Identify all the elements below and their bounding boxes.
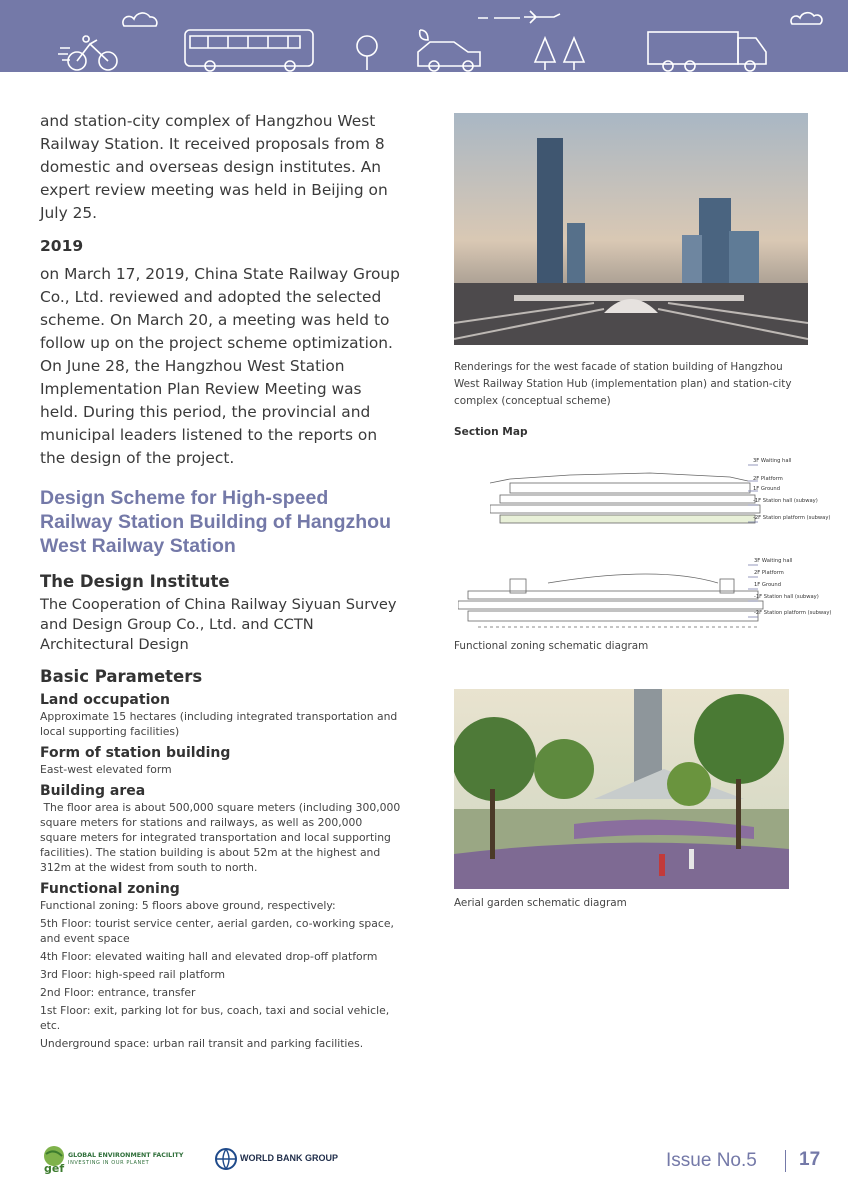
diagram-top-label: -2F Station platform (subway) (753, 515, 831, 521)
gef-logo (40, 1144, 200, 1180)
params-title: Basic Parameters (40, 667, 203, 686)
param-title-form: Form of station building (40, 745, 231, 761)
cloud-icon (791, 13, 822, 24)
gef-tagline: INVESTING IN OUR PLANET (68, 1160, 150, 1166)
zoning-line: 1st Floor: exit, parking lot for bus, coach, taxi and social vehicle, etc. (40, 1004, 390, 1032)
param-title-land: Land occupation (40, 692, 170, 708)
header-banner (0, 0, 848, 72)
gef-abbr: gef (44, 1162, 65, 1175)
pine-trees-icon (535, 38, 584, 70)
institute-text: The Cooperation of China Railway Siyuan Survey and Design Group Co., Ltd. and CCTN Architectural Design (40, 596, 397, 653)
car-icon (418, 30, 480, 71)
diagram-bottom-label: 3F Waiting hall (754, 558, 793, 564)
diagram-top-label: 1F Ground (753, 486, 781, 492)
aerial-garden-image (454, 689, 789, 889)
plane-icon (478, 11, 560, 23)
intro-paragraph: and station-city complex of Hangzhou West Railway Station. It received proposals from 8 domestic and overseas design institutes. An expert review meeting was held in Beijing on July 25. (40, 112, 388, 222)
caption-zoning: Functional zoning schematic diagram (454, 640, 649, 652)
caption-block-3 (454, 895, 819, 912)
diagram-top-label: -1F Station hall (subway) (753, 498, 818, 504)
caption-garden: Aerial garden schematic diagram (454, 897, 627, 909)
zoning-title: Functional zoning (40, 881, 180, 897)
truck-icon (648, 32, 766, 71)
tree-icon (357, 36, 377, 70)
diagram-top-label: 3F Waiting hall (753, 458, 792, 464)
world-bank-logo (215, 1148, 365, 1174)
station-rendering-image (454, 113, 808, 345)
institute-title: The Design Institute (40, 572, 230, 591)
diagram-bottom-label: 1F Ground (754, 582, 782, 588)
diagram-bottom-label: -2F Station platform (subway) (754, 610, 832, 616)
section-diagram-bottom (458, 555, 840, 635)
year-paragraph: on March 17, 2019, China State Railway Group Co., Ltd. reviewed and adopted the selected scheme. On March 20, a meeting was held to follow up on the project scheme optimization. On June 28, the Hangzhou West Station Implementation Plan Review Meeting was held. During this period, the provincial and municipal leaders listened to the reports on the design of the project. (40, 265, 400, 467)
zoning-line: 5th Floor: tourist service center, aerial garden, co-working space, and event space (40, 917, 394, 945)
issue-divider (785, 1150, 786, 1172)
gef-name: GLOBAL ENVIRONMENT FACILITY (68, 1152, 184, 1159)
footer-logos (40, 1140, 360, 1180)
diagram-top-label: 2F Platform (753, 476, 783, 482)
section-map-label: Section Map (454, 426, 528, 438)
diagram-bottom-label: 2F Platform (754, 570, 784, 576)
year-heading: 2019 (40, 237, 84, 255)
zoning-line: Underground space: urban rail transit and parking facilities. (40, 1037, 364, 1050)
zoning-line: 3rd Floor: high-speed rail platform (40, 968, 225, 981)
issue-label: Issue No.5 (666, 1150, 757, 1171)
bicycle-rider-icon (58, 36, 117, 70)
diagram-bottom-label: -1F Station hall (subway) (754, 594, 819, 600)
page-number: 17 (799, 1149, 821, 1170)
wbg-name: WORLD BANK GROUP (240, 1153, 338, 1163)
world-bank-globe-icon (215, 1148, 237, 1170)
zoning-line: 4th Floor: elevated waiting hall and elevated drop-off platform (40, 950, 378, 963)
param-text-land: Approximate 15 hectares (including integrated transportation and local supporting facilities) (40, 710, 398, 738)
section-title: Design Scheme for High-speed Railway Station Building of Hangzhou West Railway Station (40, 487, 391, 557)
section-diagram-top (490, 455, 840, 530)
cloud-icon (123, 13, 157, 26)
bus-icon (185, 30, 313, 71)
param-text-area: The floor area is about 500,000 square meters (including 300,000 square meters for stations and railways, as well as 200,000 square meters for integrated transportation and local supporting facilities). The station building is about 52m at the highest and 312m at the widest from south to north. (40, 801, 404, 874)
param-text-form: East-west elevated form (40, 763, 172, 776)
left-column (40, 110, 402, 1054)
caption-block-1 (454, 359, 810, 410)
caption-block-2 (454, 638, 819, 655)
param-title-area: Building area (40, 783, 146, 799)
zoning-line: Functional zoning: 5 floors above ground, respectively: (40, 899, 336, 912)
caption-rendering: Renderings for the west facade of station building of Hangzhou West Railway Station Hub (implementation plan) and station-city complex (conceptual scheme) (454, 361, 792, 407)
zoning-line: 2nd Floor: entrance, transfer (40, 986, 196, 999)
